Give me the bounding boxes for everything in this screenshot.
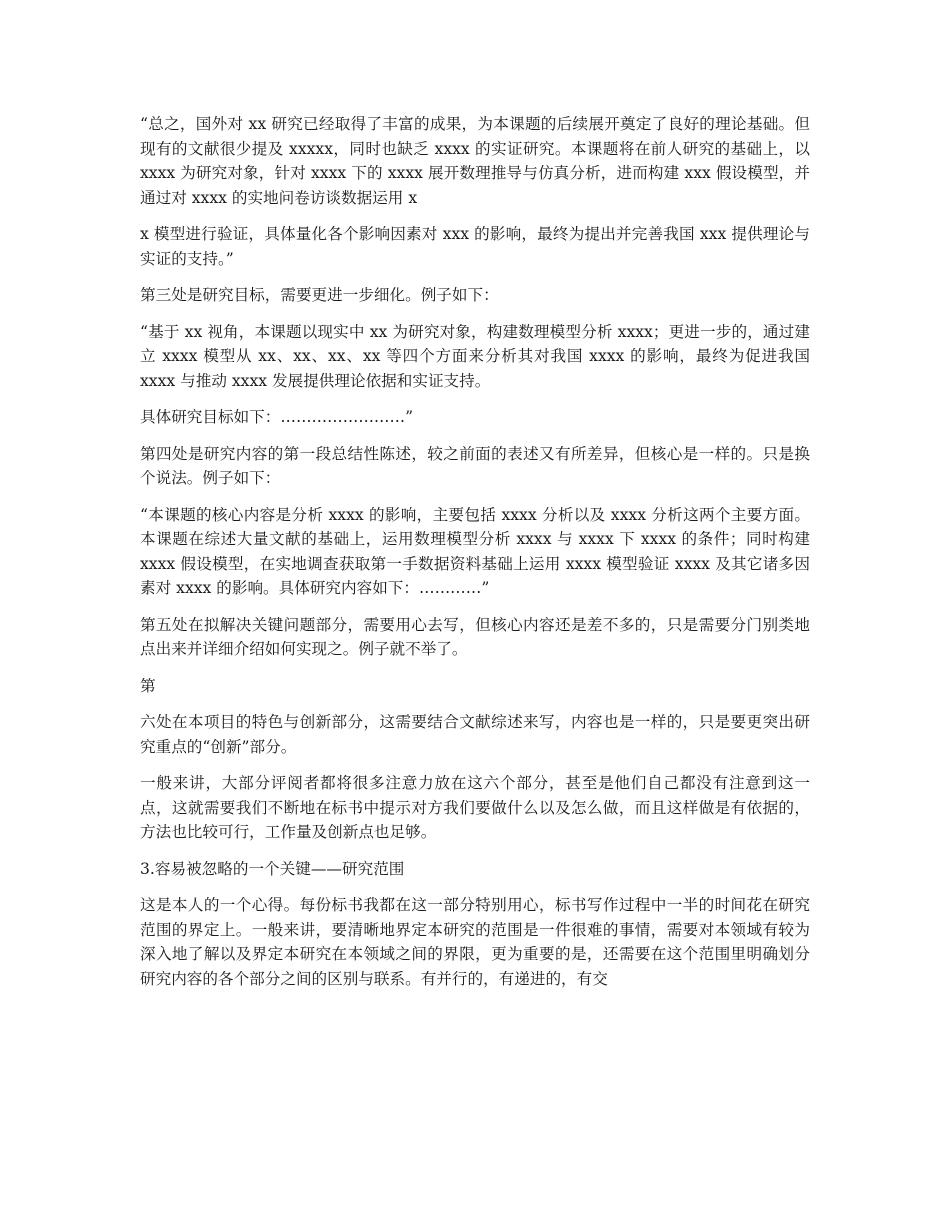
paragraph-quote-research-goal: “基于 xx 视角，本课题以现实中 xx 为研究对象，构建数理模型分析 xxxx；更进一步的，通过建立 xxxx 模型从 xx、xx、xx、xx 等四个方面来分析其对我国 xxxx 的影响，最终为促进我国 xxxx 与推动 xxxx 发展提供理论依据和实证支持。 xyxy=(140,322,810,390)
section-heading-research-scope: 3.容易被忽略的一个关键——研究范围 xyxy=(140,859,405,878)
paragraph-quote-summary-part2: x 模型进行验证，具体量化各个影响因素对 xxx 的影响，最终为提出并完善我国 xxx 提供理论与实证的支持。” xyxy=(140,225,810,268)
paragraph-fifth-point: 第五处在拟解决关键问题部分，需要用心去写，但核心内容还是差不多的，只是需要分门别类地点出来并详细介绍如何实现之。例子就不举了。 xyxy=(140,615,810,658)
document-page xyxy=(140,112,810,1003)
paragraph-fourth-point: 第四处是研究内容的第一段总结性陈述，较之前面的表述又有所差异，但核心是一样的。只是换个说法。例子如下： xyxy=(140,444,810,487)
paragraph-quote-research-content: “本课题的核心内容是分析 xxxx 的影响，主要包括 xxxx 分析以及 xxxx 分析这两个主要方面。本课题在综述大量文献的基础上，运用数理模型分析 xxxx 与 xxxx 下 xxxx 的条件；同时构建 xxxx 假设模型，在实地调查获取第一手数据资料基础上运用 xxxx 模型验证 xxxx 及其它诸多因素对 xxxx 的影响。具体研究内容如下：…………” xyxy=(140,505,810,597)
paragraph-sixth-point: 六处在本项目的特色与创新部分，这需要结合文献综述来写，内容也是一样的，只是要更突出研究重点的“创新”部分。 xyxy=(140,713,810,756)
paragraph-third-point: 第三处是研究目标，需要更进一步细化。例子如下： xyxy=(140,286,499,304)
paragraph-goal-list-lead: 具体研究目标如下：……………………” xyxy=(140,408,414,426)
paragraph-research-scope: 这是本人的一个心得。每份标书我都在这一部分特别用心，标书写作过程中一半的时间花在研究范围的界定上。一般来讲，要清晰地界定本研究的范围是一件很难的事情，需要对本领域有较为深入地了解以及界定本研究在本领域之间的界限，更为重要的是，还需要在这个范围里明确划分研究内容的各个部分之间的区别与联系。有并行的，有递进的，有交 xyxy=(140,896,810,988)
paragraph-quote-summary-part1: “总之，国外对 xx 研究已经取得了丰富的成果，为本课题的后续展开奠定了良好的理论基础。但现有的文献很少提及 xxxxx，同时也缺乏 xxxx 的实证研究。本课题将在前人研究的基础上，以 xxxx 为研究对象，针对 xxxx 下的 xxxx 展开数理推导与仿真分析，进而构建 xxx 假设模型，并通过对 xxxx 的实地问卷访谈数据运用 x xyxy=(140,115,810,207)
paragraph-sixth-point-start: 第 xyxy=(140,676,156,695)
paragraph-general-remark: 一般来讲，大部分评阅者都将很多注意力放在这六个部分，甚至是他们自己都没有注意到这一点，这就需要我们不断地在标书中提示对方我们要做什么以及怎么做，而且这样做是有依据的，方法也比较可行，工作量及创新点也足够。 xyxy=(140,774,810,841)
